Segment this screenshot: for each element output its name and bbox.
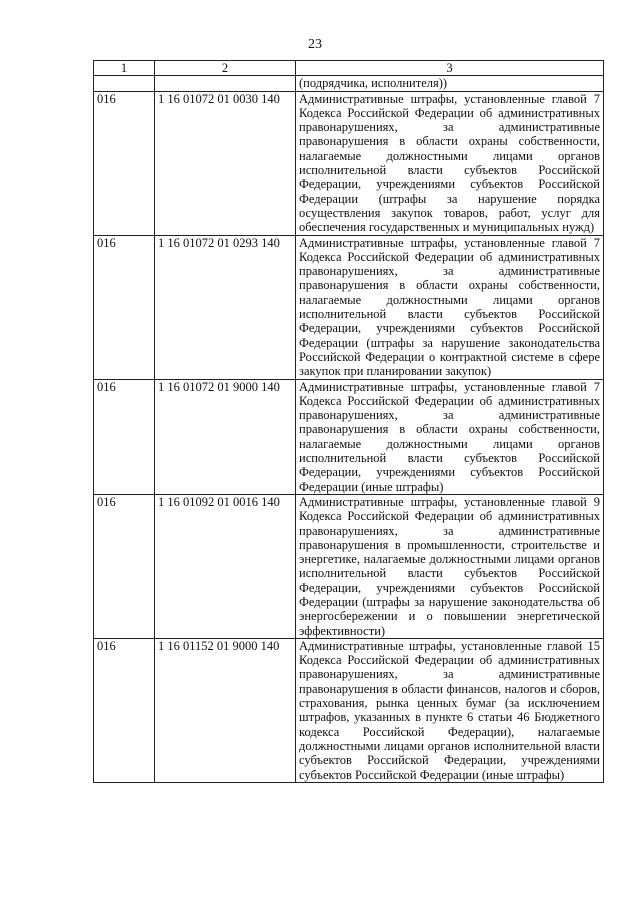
description-cell: Административные штрафы, установленные главой 15 Кодекса Российской Федерации об административных правонарушениях, за административные правонарушения в области финансов, налогов и сборов, страхования, рынка ценных бумаг (за исключением штрафов, указанных в пункте 6 статьи 46 Бюджетного кодекса Российской Федерации), налагаемые должностными лицами органов исполнительной власти субъектов Российской Федерации, учреждениями субъектов Российской Федерации (иные штрафы) bbox=[296, 638, 604, 782]
budget-classification-table bbox=[93, 60, 604, 783]
admin-code-cell: 016 bbox=[94, 638, 155, 782]
column-header-1: 1 bbox=[94, 61, 155, 76]
description-cell: Административные штрафы, установленные главой 7 Кодекса Российской Федерации об административных правонарушениях, за административные правонарушения в области охраны собственности, налагаемые должностными лицами органов исполнительной власти субъектов Российской Федерации, учреждениями субъектов Российской Федерации (штрафы за нарушение порядка осуществления закупок товаров, работ, услуг для обеспечения государственных и муниципальных нужд) bbox=[296, 91, 604, 235]
column-header-3: 3 bbox=[296, 61, 604, 76]
description-cell: (подрядчика, исполнителя)) bbox=[296, 76, 604, 91]
table-header-row bbox=[94, 61, 604, 76]
admin-code-cell: 016 bbox=[94, 494, 155, 638]
admin-code-cell: 016 bbox=[94, 235, 155, 379]
table-row bbox=[94, 638, 604, 782]
continuation-row bbox=[94, 76, 604, 91]
admin-code-cell: 016 bbox=[94, 91, 155, 235]
table-row bbox=[94, 235, 604, 379]
kbk-code-cell: 1 16 01072 01 0030 140 bbox=[155, 91, 296, 235]
table-row bbox=[94, 494, 604, 638]
table-row bbox=[94, 379, 604, 494]
table-row bbox=[94, 91, 604, 235]
page-number: 23 bbox=[308, 37, 322, 52]
admin-code-cell bbox=[94, 76, 155, 91]
column-header-2: 2 bbox=[155, 61, 296, 76]
kbk-code-cell: 1 16 01152 01 9000 140 bbox=[155, 638, 296, 782]
kbk-code-cell: 1 16 01092 01 0016 140 bbox=[155, 494, 296, 638]
description-cell: Административные штрафы, установленные главой 9 Кодекса Российской Федерации об административных правонарушениях, за административные правонарушения в промышленности, строительстве и энергетике, налагаемые должностными лицами органов исполнительной власти субъектов Российской Федерации, учреждениями субъектов Российской Федерации (штрафы за нарушение законодательства об энергосбережении и о повышении энергетической эффективности) bbox=[296, 494, 604, 638]
kbk-code-cell: 1 16 01072 01 0293 140 bbox=[155, 235, 296, 379]
kbk-code-cell: 1 16 01072 01 9000 140 bbox=[155, 379, 296, 494]
description-cell: Административные штрафы, установленные главой 7 Кодекса Российской Федерации об административных правонарушениях, за административные правонарушения в области охраны собственности, налагаемые должностными лицами органов исполнительной власти субъектов Российской Федерации, учреждениями субъектов Российской Федерации (иные штрафы) bbox=[296, 379, 604, 494]
admin-code-cell: 016 bbox=[94, 379, 155, 494]
kbk-code-cell bbox=[155, 76, 296, 91]
description-cell: Административные штрафы, установленные главой 7 Кодекса Российской Федерации об административных правонарушениях, за административные правонарушения в области охраны собственности, налагаемые должностными лицами органов исполнительной власти субъектов Российской Федерации, учреждениями субъектов Российской Федерации (штрафы за нарушение законодательства Российской Федерации о контрактной системе в сфере закупок при планировании закупок) bbox=[296, 235, 604, 379]
